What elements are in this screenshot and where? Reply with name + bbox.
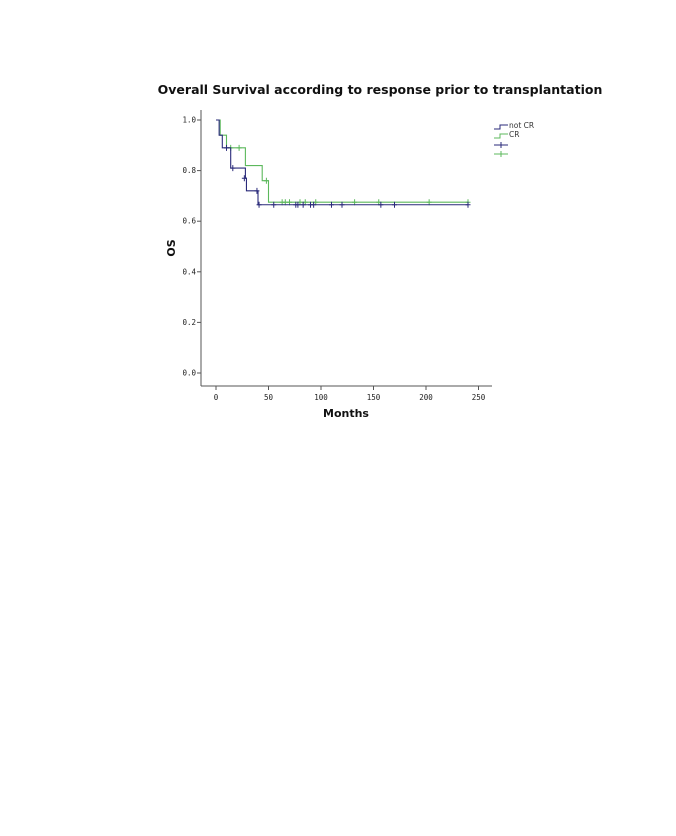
y-axis-ticks [182,116,201,378]
x-tick-label: 100 [314,393,328,402]
series-layer [216,120,471,208]
x-tick-label: 150 [366,393,381,402]
y-tick-label: 1.0 [182,115,196,125]
y-tick-label: 0.0 [182,368,196,378]
legend-line-not-cr [494,125,508,129]
x-axis-label: Months [323,407,369,420]
legend-censor-cr [494,151,508,157]
censor-mark-not-cr [224,145,229,151]
censor-mark-not-cr [257,202,262,208]
series-line-cr [216,120,468,202]
y-tick-label: 0.2 [182,317,196,327]
x-tick-label: 200 [419,393,433,402]
legend-label-cr: CR [509,130,520,139]
y-tick-label: 0.6 [182,216,196,226]
x-tick-label: 250 [471,393,486,402]
y-axis-label: OS [165,239,178,257]
y-tick-label: 0.8 [182,166,196,176]
legend-line-cr [494,134,508,138]
series-line-not-cr [216,120,468,205]
legend-censor-not-cr [494,142,508,148]
x-tick-label: 0 [213,393,219,402]
x-tick-label: 50 [263,393,274,402]
x-axis-ticks [214,386,486,402]
y-tick-label: 0.4 [182,267,196,277]
legend-label-not-cr: not CR [509,121,535,130]
censor-mark-cr [237,145,242,151]
chart-title: Overall Survival according to response prior to transplantation [157,82,603,97]
plot-frame [201,110,492,386]
legend [494,121,534,157]
censor-mark-not-cr [254,188,259,194]
